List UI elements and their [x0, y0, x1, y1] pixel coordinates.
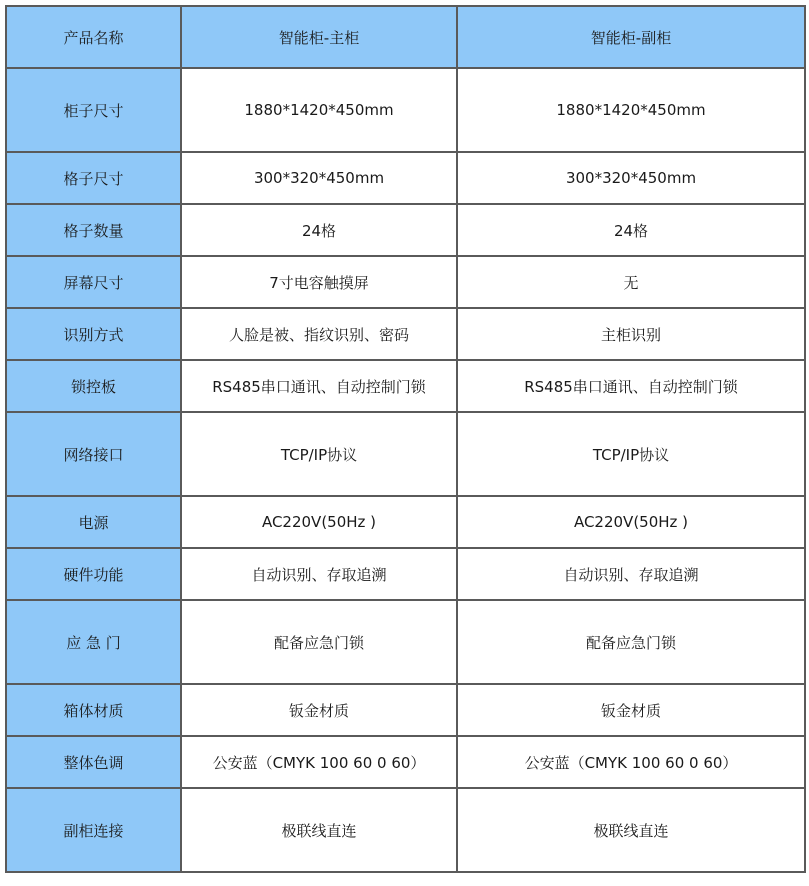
row-label: 格子尺寸	[6, 152, 181, 204]
row-col2: RS485串口通讯、自动控制门锁	[457, 360, 805, 412]
row-col2: 无	[457, 256, 805, 308]
row-label: 识别方式	[6, 308, 181, 360]
row-col2: 极联线直连	[457, 788, 805, 872]
row-col2: 24格	[457, 204, 805, 256]
row-col1: TCP/IP协议	[181, 412, 457, 496]
table-row	[6, 412, 805, 496]
row-col1: RS485串口通讯、自动控制门锁	[181, 360, 457, 412]
row-label: 应 急 门	[6, 600, 181, 684]
table-row	[6, 360, 805, 412]
header-col1: 智能柜-主柜	[181, 6, 457, 68]
table-row	[6, 204, 805, 256]
table-row	[6, 256, 805, 308]
row-col1: 钣金材质	[181, 684, 457, 736]
row-col1: 人脸是被、指纹识别、密码	[181, 308, 457, 360]
table-row	[6, 788, 805, 872]
row-col1: 7寸电容触摸屏	[181, 256, 457, 308]
row-label: 副柜连接	[6, 788, 181, 872]
table-row	[6, 496, 805, 548]
row-col1: 24格	[181, 204, 457, 256]
table-row	[6, 308, 805, 360]
row-col2: 主柜识别	[457, 308, 805, 360]
row-col1: 自动识别、存取追溯	[181, 548, 457, 600]
row-col2: 钣金材质	[457, 684, 805, 736]
row-col1: AC220V(50Hz )	[181, 496, 457, 548]
table-row	[6, 68, 805, 152]
header-row	[6, 6, 805, 68]
row-col1: 300*320*450mm	[181, 152, 457, 204]
table-row	[6, 548, 805, 600]
row-col2: 自动识别、存取追溯	[457, 548, 805, 600]
table-row	[6, 736, 805, 788]
row-label: 整体色调	[6, 736, 181, 788]
table-row	[6, 600, 805, 684]
spec-table	[5, 5, 806, 873]
row-col1: 1880*1420*450mm	[181, 68, 457, 152]
row-col1: 配备应急门锁	[181, 600, 457, 684]
header-label: 产品名称	[6, 6, 181, 68]
row-label: 屏幕尺寸	[6, 256, 181, 308]
row-col2: TCP/IP协议	[457, 412, 805, 496]
row-col2: 公安蓝（CMYK 100 60 0 60）	[457, 736, 805, 788]
table-row	[6, 684, 805, 736]
row-label: 锁控板	[6, 360, 181, 412]
header-col2: 智能柜-副柜	[457, 6, 805, 68]
row-col1: 公安蓝（CMYK 100 60 0 60）	[181, 736, 457, 788]
row-label: 网络接口	[6, 412, 181, 496]
row-label: 格子数量	[6, 204, 181, 256]
row-label: 电源	[6, 496, 181, 548]
table-row	[6, 152, 805, 204]
row-col2: 配备应急门锁	[457, 600, 805, 684]
row-label: 硬件功能	[6, 548, 181, 600]
row-col2: 1880*1420*450mm	[457, 68, 805, 152]
row-label: 箱体材质	[6, 684, 181, 736]
row-label: 柜子尺寸	[6, 68, 181, 152]
row-col1: 极联线直连	[181, 788, 457, 872]
row-col2: 300*320*450mm	[457, 152, 805, 204]
row-col2: AC220V(50Hz )	[457, 496, 805, 548]
